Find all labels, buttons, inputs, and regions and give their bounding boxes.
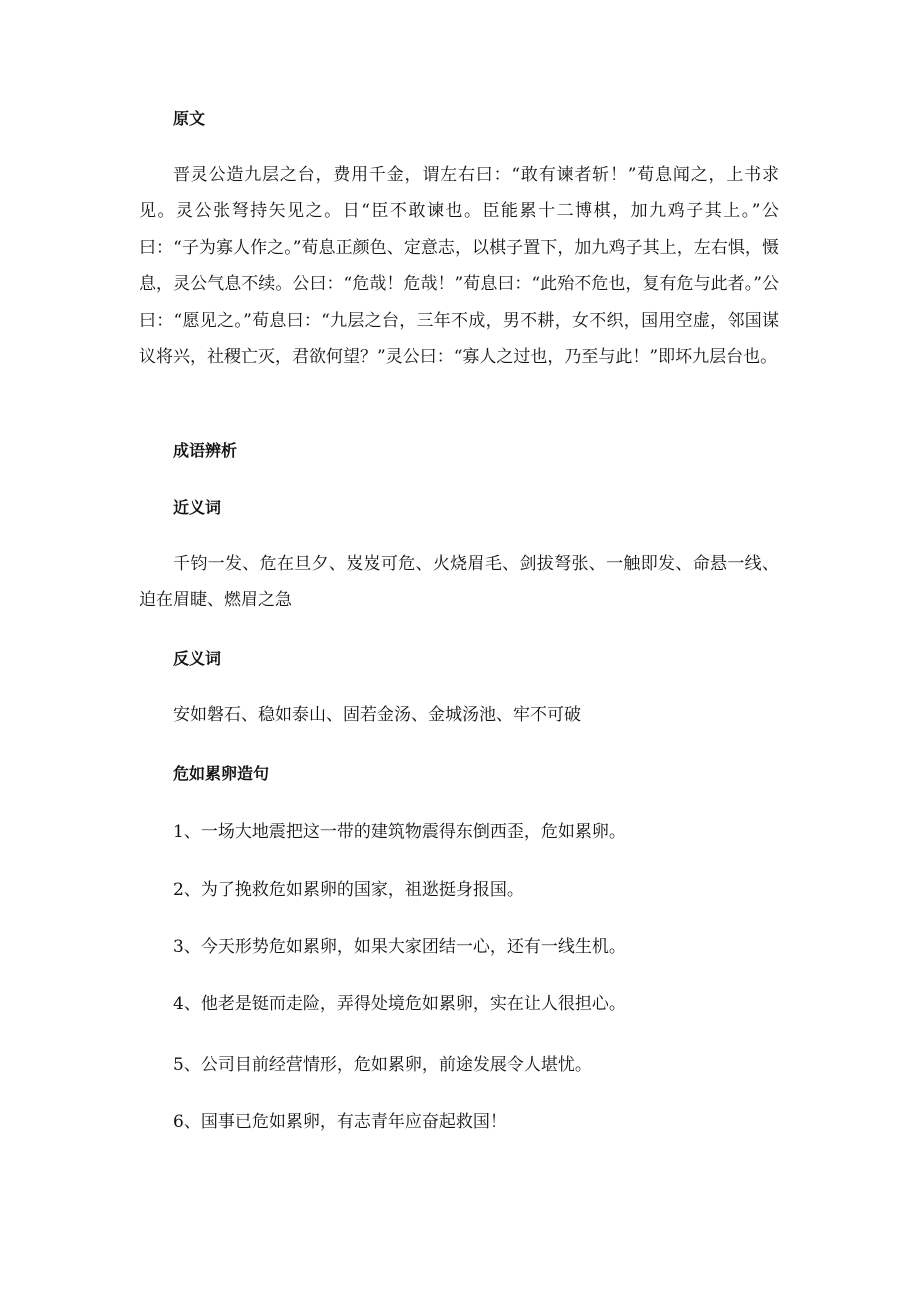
example-sentence: 6、国事已危如累卵，有志青年应奋起救国！	[173, 1112, 507, 1132]
example-sentence: 5、公司目前经营情形，危如累卵，前途发展令人堪忧。	[173, 1055, 592, 1075]
example-sentences-heading: 危如累卵造句	[173, 764, 270, 783]
example-sentence: 1、一场大地震把这一带的建筑物震得东倒西歪，危如累卵。	[173, 822, 626, 842]
example-sentence: 4、他老是铤而走险，弄得处境危如累卵，实在让人很担心。	[173, 994, 626, 1014]
synonyms-heading: 近义词	[173, 498, 222, 517]
original-text-heading: 原文	[173, 109, 206, 128]
antonyms-heading: 反义词	[173, 649, 222, 668]
example-sentence: 2、为了挽救危如累卵的国家，祖逖挺身报国。	[173, 880, 524, 900]
antonyms-list: 安如磐石、稳如泰山、固若金汤、金城汤池、牢不可破	[173, 705, 581, 725]
example-sentence: 3、今天形势危如累卵，如果大家团结一心，还有一线生机。	[173, 937, 626, 957]
synonyms-list: 千钧一发、危在旦夕、岌岌可危、火烧眉毛、剑拔弩张、一触即发、命悬一线、迫在眉睫、燃眉之急	[139, 554, 779, 611]
idiom-analysis-heading: 成语辨析	[173, 441, 238, 460]
original-text-paragraph: 晋灵公造九层之台，费用千金，谓左右曰：“敢有谏者斩！”荀息闻之，上书求见。灵公张弩持矢见之。日“臣不敢谏也。臣能累十二博棋，加九鸡子其上。”公曰：“子为寡人作之。”荀息正颜色、定意志，以棋子置下，加九鸡子其上，左右惧，慑息，灵公气息不续。公曰：“危哉！危哉！”荀息曰：“此殆不危也，复有危与此者。”公曰：“愿见之。”荀息曰：“九层之台，三年不成，男不耕，女不织，国用空虚，邻国谋议将兴，社稷亡灭，君欲何望？”灵公曰：“寡人之过也，乃至与此！”即坏九层台也。	[139, 165, 779, 368]
